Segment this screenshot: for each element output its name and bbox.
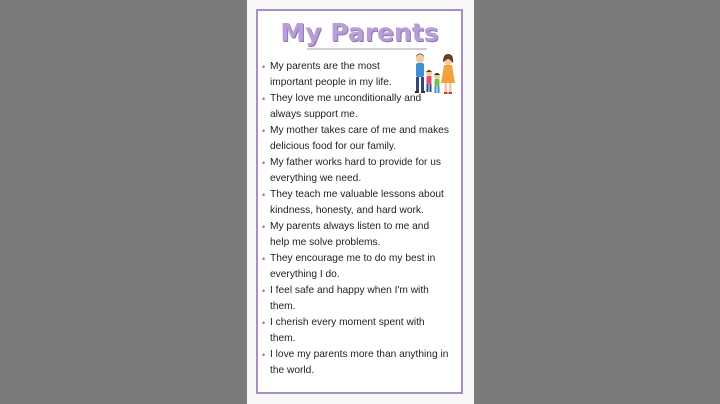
list-item: • They teach me valuable lessons about kindness, honesty, and hard work. [262,189,444,216]
list-item: • I love my parents more than anything in the world. [262,349,449,376]
bullet-icon: • [262,94,266,104]
list-item: • They love me unconditionally and always support me. [262,93,422,120]
list-item: • I feel safe and happy when I'm with them. [262,285,429,312]
essay-card [256,9,463,394]
bullet-icon: • [262,350,266,360]
bullet-icon: • [262,222,266,232]
right-backdrop [474,0,720,404]
list-item: • My mother takes care of me and makes delicious food for our family. [262,125,449,152]
bullet-icon: • [262,62,266,72]
title-underline [307,48,427,50]
bullet-icon: • [262,126,266,136]
bullet-icon: • [262,190,266,200]
list-item: • They encourage me to do my best in everything I do. [262,253,436,280]
bullet-icon: • [262,286,266,296]
bullet-icon: • [262,158,266,168]
page-title: My Parents [280,18,439,47]
list-item: • My parents are the most important people in my life. [262,61,392,88]
list-item: • My parents always listen to me and help me solve problems. [262,221,430,248]
list-item: • I cherish every moment spent with them. [262,317,425,344]
parents-list [262,59,460,379]
bullet-icon: • [262,254,266,264]
list-item: • My father works hard to provide for us everything we need. [262,157,441,184]
left-backdrop [0,0,247,404]
bullet-icon: • [262,318,266,328]
